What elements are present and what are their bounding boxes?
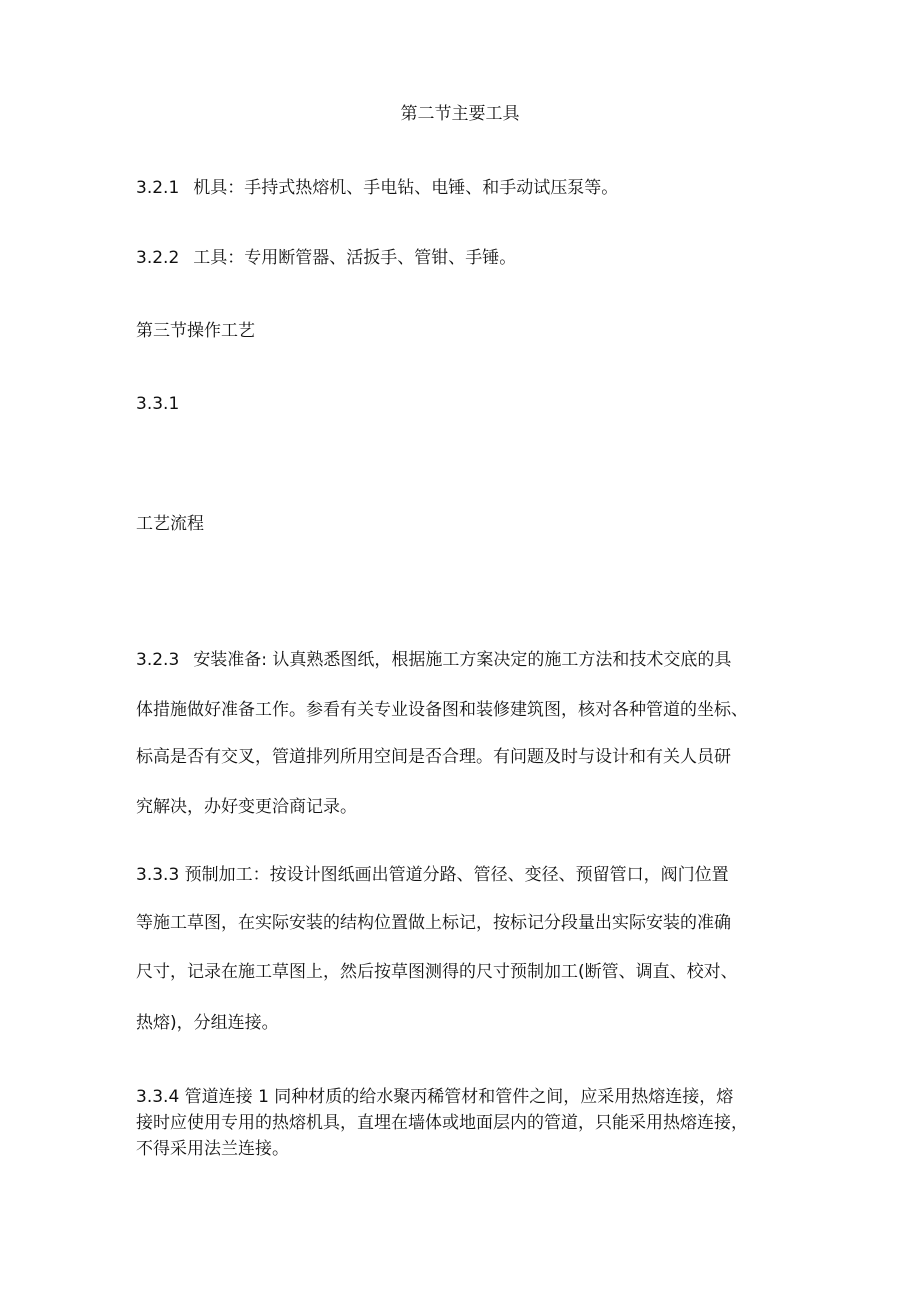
item-text: 安装准备: 认真熟悉图纸，根据施工方案决定的施工方法和技术交底的具: [193, 650, 732, 670]
paragraph-3-3-1: 3.3.1: [136, 394, 180, 414]
flow-label: 工艺流程: [136, 514, 204, 534]
paragraph-3-2-2: [136, 247, 516, 269]
paragraph-3-3-3-line-2: 等施工草图，在实际安装的结构位置做上标记，按标记分段量出实际安装的准确: [136, 913, 731, 933]
paragraph-3-3-4-line-2: 接时应使用专用的热熔机具，直埋在墙体或地面层内的管道，只能采用热熔连接，: [136, 1113, 748, 1133]
section-title-process: 第三节操作工艺: [136, 321, 255, 341]
section-title-tools: 第二节主要工具: [400, 104, 520, 124]
item-text: 工具：专用断管器、活扳手、管钳、手锤。: [193, 248, 517, 268]
paragraph-3-2-3-line-4: 究解决，办好变更洽商记录。: [136, 797, 357, 817]
item-number: 3.2.2: [136, 248, 180, 268]
paragraph-3-3-3-line-3: 尺寸，记录在施工草图上，然后按草图测得的尺寸预制加工(断管、调直、校对、: [136, 962, 738, 982]
paragraph-3-3-3-line-4: 热熔)，分组连接。: [136, 1013, 279, 1033]
paragraph-3-2-3-line-2: 体措施做好准备工作。参看有关专业设备图和装修建筑图，核对各种管道的坐标、: [136, 700, 748, 720]
item-text: 机具：手持式热熔机、手电钻、电锤、和手动试压泵等。: [193, 178, 619, 198]
paragraph-3-3-3-line-1: 3.3.3 预制加工：按设计图纸画出管道分路、管径、变径、预留管口，阀门位置: [136, 865, 729, 885]
paragraph-3-3-4-line-3: 不得采用法兰连接。: [136, 1139, 289, 1159]
item-number: 3.2.1: [136, 178, 180, 198]
paragraph-3-2-3-line-3: 标高是否有交叉，管道排列所用空间是否合理。有问题及时与设计和有关人员研: [136, 747, 731, 767]
item-number: 3.2.3: [136, 650, 180, 670]
paragraph-3-2-3-line-1: [136, 649, 731, 671]
paragraph-3-3-4-line-1: 3.3.4 管道连接 1 同种材质的给水聚丙稀管材和管件之间，应采用热熔连接，熔: [136, 1087, 734, 1107]
paragraph-3-2-1: [136, 177, 618, 199]
